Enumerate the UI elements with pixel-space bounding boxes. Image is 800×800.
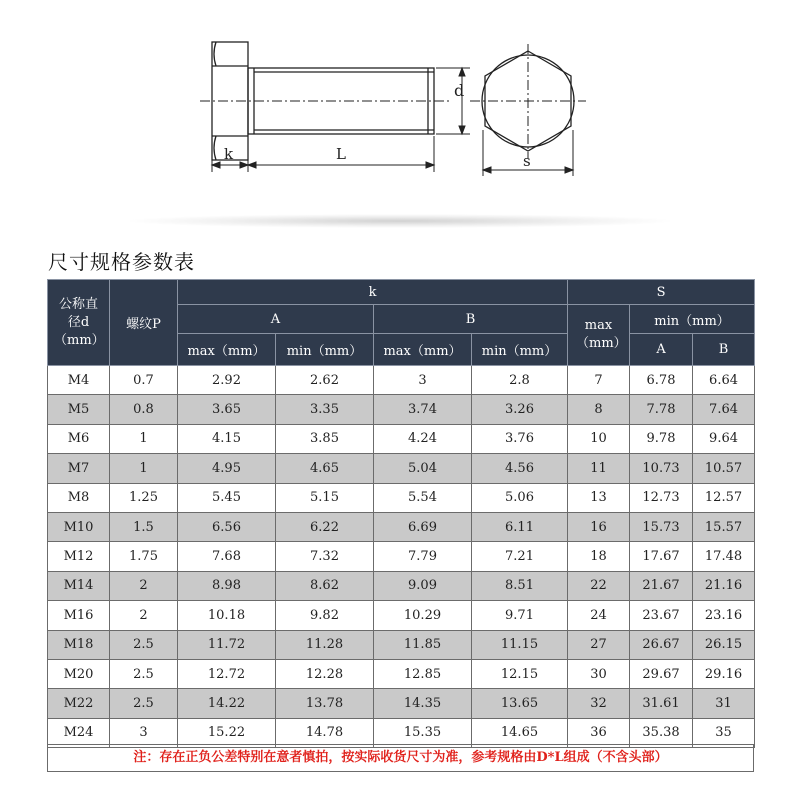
cell-p: 3 <box>110 718 178 747</box>
cell-kb-max: 11.85 <box>374 630 472 659</box>
cell-d: M20 <box>48 659 110 688</box>
cell-kb-max: 4.24 <box>374 424 472 453</box>
cell-d: M24 <box>48 718 110 747</box>
table-row <box>48 571 755 600</box>
cell-ka-min: 14.78 <box>276 718 374 747</box>
cell-ka-min: 8.62 <box>276 571 374 600</box>
cell-ka-min: 7.32 <box>276 542 374 571</box>
cell-s-min-b: 21.16 <box>693 571 755 600</box>
table-row <box>48 542 755 571</box>
cell-p: 2.5 <box>110 659 178 688</box>
cell-p: 1.75 <box>110 542 178 571</box>
spec-table-body <box>48 366 755 748</box>
table-row <box>48 689 755 718</box>
cell-s-max: 36 <box>568 718 630 747</box>
cell-kb-max: 12.85 <box>374 659 472 688</box>
bolt-drawing <box>190 20 610 190</box>
cell-d: M4 <box>48 366 110 395</box>
cell-ka-max: 15.22 <box>178 718 276 747</box>
cell-s-min-b: 26.15 <box>693 630 755 659</box>
cell-ka-min: 12.28 <box>276 659 374 688</box>
cell-s-min-a: 10.73 <box>630 454 693 483</box>
header-ka-min: min（mm） <box>276 334 374 366</box>
cell-p: 2 <box>110 571 178 600</box>
table-row <box>48 483 755 512</box>
cell-p: 2.5 <box>110 630 178 659</box>
cell-p: 0.7 <box>110 366 178 395</box>
table-row <box>48 454 755 483</box>
header-nominal: 公称直径d（mm） <box>48 280 110 366</box>
cell-kb-min: 8.51 <box>472 571 568 600</box>
cell-kb-max: 3 <box>374 366 472 395</box>
cell-kb-max: 3.74 <box>374 395 472 424</box>
cell-d: M5 <box>48 395 110 424</box>
cell-d: M6 <box>48 424 110 453</box>
cell-d: M16 <box>48 601 110 630</box>
table-row <box>48 366 755 395</box>
header-s: S <box>568 280 755 305</box>
cell-ka-max: 3.65 <box>178 395 276 424</box>
cell-kb-max: 7.79 <box>374 542 472 571</box>
cell-ka-max: 10.18 <box>178 601 276 630</box>
cell-ka-max: 14.22 <box>178 689 276 718</box>
cell-s-max: 18 <box>568 542 630 571</box>
cell-s-max: 27 <box>568 630 630 659</box>
cell-s-min-b: 29.16 <box>693 659 755 688</box>
cell-p: 0.8 <box>110 395 178 424</box>
cell-s-max: 32 <box>568 689 630 718</box>
cell-s-min-b: 7.64 <box>693 395 755 424</box>
cell-ka-min: 3.35 <box>276 395 374 424</box>
cell-s-min-b: 9.64 <box>693 424 755 453</box>
cell-s-min-a: 15.73 <box>630 512 693 541</box>
cell-s-min-b: 23.16 <box>693 601 755 630</box>
header-kb-min: min（mm） <box>472 334 568 366</box>
cell-kb-min: 3.76 <box>472 424 568 453</box>
cell-s-min-a: 7.78 <box>630 395 693 424</box>
cell-s-min-a: 21.67 <box>630 571 693 600</box>
cell-s-min-b: 10.57 <box>693 454 755 483</box>
cell-s-min-b: 6.64 <box>693 366 755 395</box>
cell-ka-min: 3.85 <box>276 424 374 453</box>
cell-kb-min: 12.15 <box>472 659 568 688</box>
header-ka-max: max（mm） <box>178 334 276 366</box>
cell-d: M8 <box>48 483 110 512</box>
cell-ka-max: 4.15 <box>178 424 276 453</box>
table-row <box>48 512 755 541</box>
cell-p: 1 <box>110 424 178 453</box>
header-pitch: 螺纹P <box>110 280 178 366</box>
cell-ka-min: 9.82 <box>276 601 374 630</box>
cell-ka-max: 4.95 <box>178 454 276 483</box>
cell-s-min-a: 9.78 <box>630 424 693 453</box>
cell-kb-min: 6.11 <box>472 512 568 541</box>
cell-d: M7 <box>48 454 110 483</box>
label-s: s <box>523 152 531 170</box>
cell-d: M18 <box>48 630 110 659</box>
header-k-grade-b: B <box>374 305 568 334</box>
cell-p: 2 <box>110 601 178 630</box>
cell-kb-max: 6.69 <box>374 512 472 541</box>
cell-s-min-a: 29.67 <box>630 659 693 688</box>
cell-s-max: 16 <box>568 512 630 541</box>
cell-ka-min: 13.78 <box>276 689 374 718</box>
cell-kb-max: 15.35 <box>374 718 472 747</box>
page-title: 尺寸规格参数表 <box>48 250 195 274</box>
cell-p: 1 <box>110 454 178 483</box>
cell-kb-min: 14.65 <box>472 718 568 747</box>
cell-kb-max: 14.35 <box>374 689 472 718</box>
cell-kb-min: 7.21 <box>472 542 568 571</box>
cell-s-min-a: 6.78 <box>630 366 693 395</box>
cell-kb-min: 13.65 <box>472 689 568 718</box>
cell-ka-min: 2.62 <box>276 366 374 395</box>
header-s-min-a: A <box>630 334 693 366</box>
cell-kb-max: 5.54 <box>374 483 472 512</box>
header-k-grade-a: A <box>178 305 374 334</box>
cell-ka-max: 7.68 <box>178 542 276 571</box>
cell-ka-max: 6.56 <box>178 512 276 541</box>
cell-ka-max: 12.72 <box>178 659 276 688</box>
cell-kb-max: 5.04 <box>374 454 472 483</box>
cell-ka-max: 8.98 <box>178 571 276 600</box>
table-row <box>48 601 755 630</box>
cell-d: M22 <box>48 689 110 718</box>
cell-ka-max: 2.92 <box>178 366 276 395</box>
cell-ka-max: 5.45 <box>178 483 276 512</box>
cell-s-max: 11 <box>568 454 630 483</box>
cell-s-min-a: 31.61 <box>630 689 693 718</box>
cell-s-min-a: 17.67 <box>630 542 693 571</box>
cell-s-min-b: 17.48 <box>693 542 755 571</box>
cell-kb-min: 11.15 <box>472 630 568 659</box>
divider-shadow <box>130 214 670 228</box>
table-row <box>48 659 755 688</box>
cell-p: 2.5 <box>110 689 178 718</box>
cell-kb-min: 2.8 <box>472 366 568 395</box>
cell-s-max: 8 <box>568 395 630 424</box>
cell-ka-max: 11.72 <box>178 630 276 659</box>
cell-d: M14 <box>48 571 110 600</box>
cell-p: 1.25 <box>110 483 178 512</box>
cell-s-min-b: 31 <box>693 689 755 718</box>
cell-kb-min: 4.56 <box>472 454 568 483</box>
cell-d: M10 <box>48 512 110 541</box>
header-k: k <box>178 280 568 305</box>
cell-p: 1.5 <box>110 512 178 541</box>
cell-s-min-a: 12.73 <box>630 483 693 512</box>
cell-ka-min: 5.15 <box>276 483 374 512</box>
cell-s-min-b: 35 <box>693 718 755 747</box>
cell-kb-max: 10.29 <box>374 601 472 630</box>
cell-s-max: 24 <box>568 601 630 630</box>
header-s-max: max（mm） <box>568 305 630 366</box>
table-row <box>48 630 755 659</box>
cell-kb-min: 3.26 <box>472 395 568 424</box>
cell-s-min-a: 23.67 <box>630 601 693 630</box>
cell-s-max: 30 <box>568 659 630 688</box>
label-L: L <box>336 145 346 163</box>
cell-d: M12 <box>48 542 110 571</box>
cell-s-min-a: 35.38 <box>630 718 693 747</box>
cell-ka-min: 6.22 <box>276 512 374 541</box>
cell-ka-min: 11.28 <box>276 630 374 659</box>
header-s-min-b: B <box>693 334 755 366</box>
tolerance-note: 注：存在正负公差特别在意者慎拍，按实际收货尺寸为准，参考规格由D*L组成（不含头部） <box>47 744 754 772</box>
label-k: k <box>224 145 234 163</box>
cell-s-max: 7 <box>568 366 630 395</box>
cell-s-min-b: 12.57 <box>693 483 755 512</box>
cell-kb-min: 9.71 <box>472 601 568 630</box>
cell-ka-min: 4.65 <box>276 454 374 483</box>
table-row <box>48 424 755 453</box>
cell-s-max: 22 <box>568 571 630 600</box>
spec-table <box>47 279 755 748</box>
cell-s-min-b: 15.57 <box>693 512 755 541</box>
cell-kb-max: 9.09 <box>374 571 472 600</box>
header-kb-max: max（mm） <box>374 334 472 366</box>
cell-s-max: 10 <box>568 424 630 453</box>
cell-s-max: 13 <box>568 483 630 512</box>
table-row <box>48 395 755 424</box>
label-d: d <box>454 81 465 100</box>
cell-kb-min: 5.06 <box>472 483 568 512</box>
cell-s-min-a: 26.67 <box>630 630 693 659</box>
header-s-min: min（mm） <box>630 305 755 334</box>
